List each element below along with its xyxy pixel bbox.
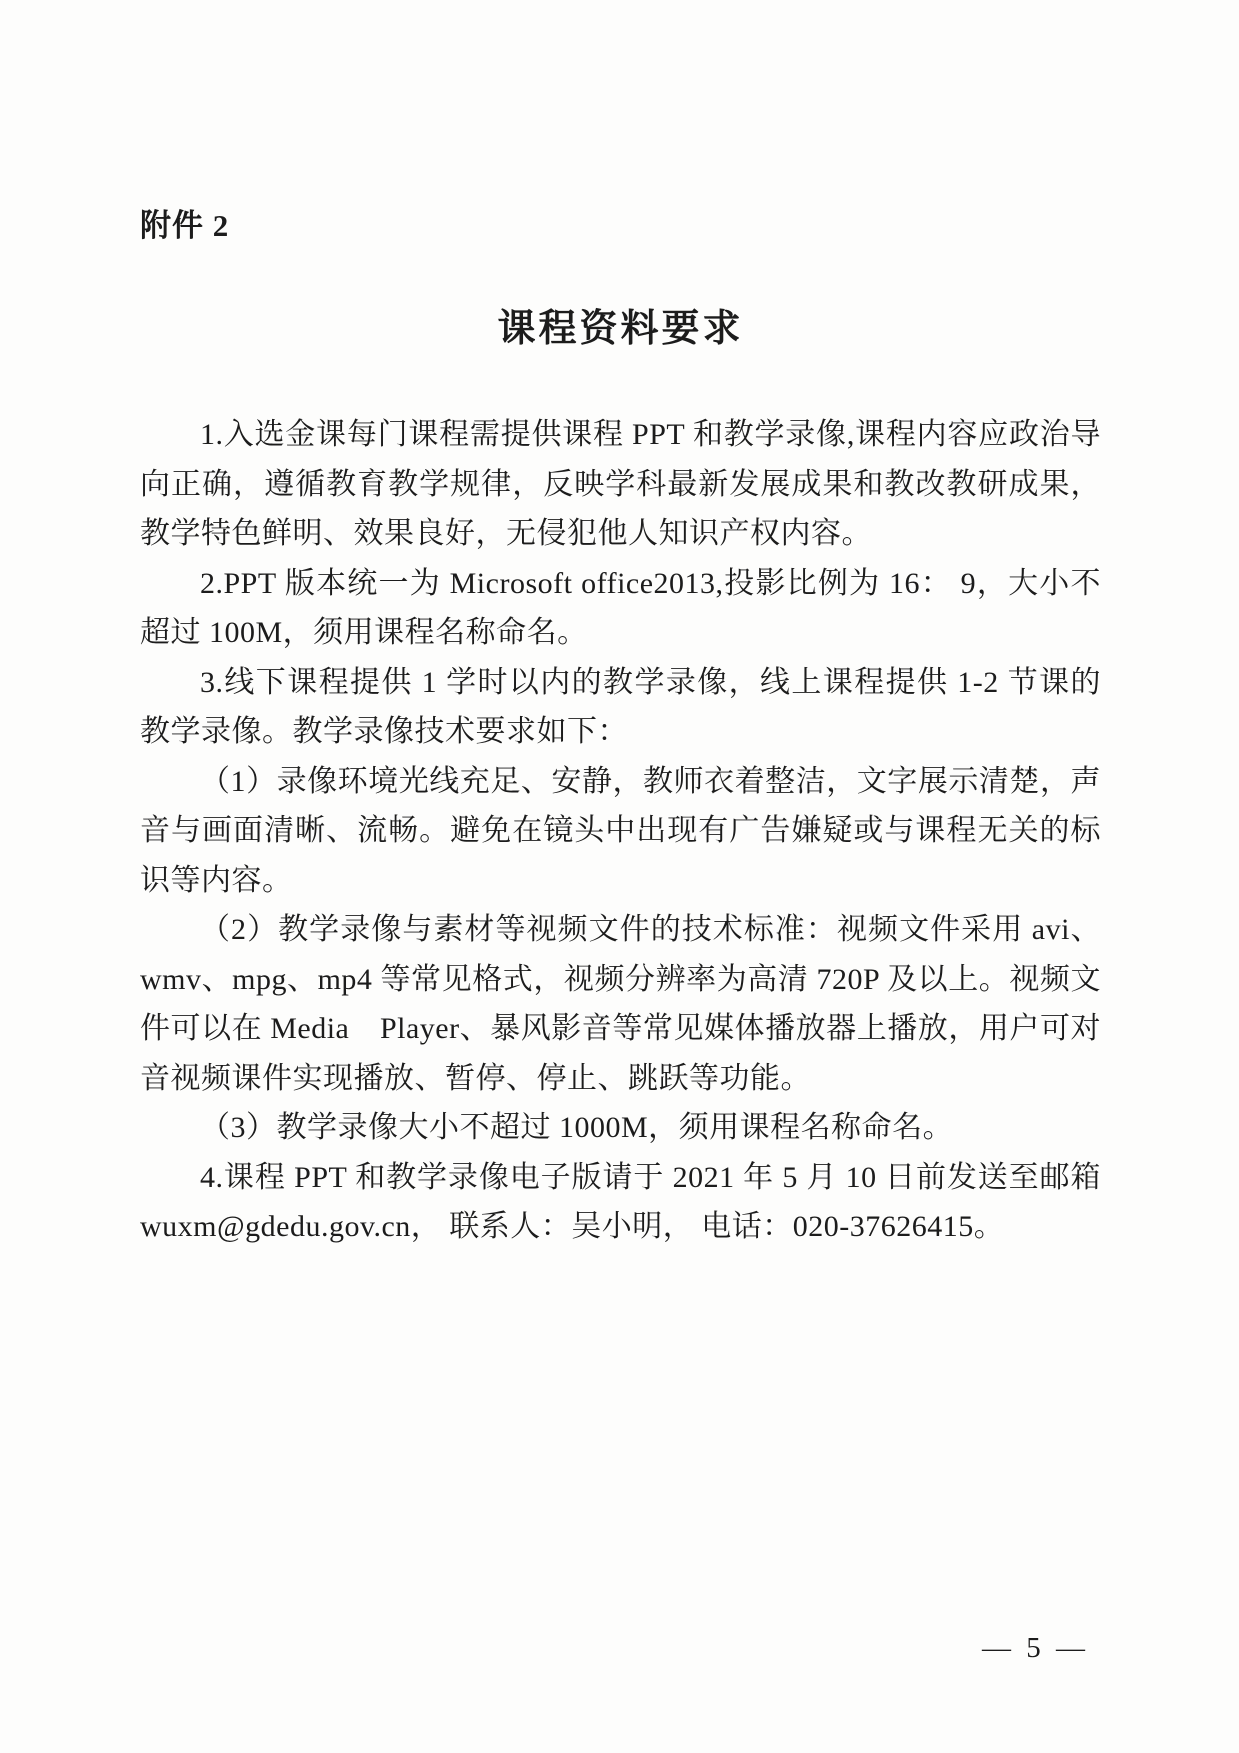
paragraph-7: 4.课程 PPT 和教学录像电子版请于 2021 年 5 月 10 日前发送至邮箱 wuxm@gdedu.gov.cn， 联系人：吴小明， 电话：020-37626415。 <box>140 1160 1101 1243</box>
paragraph-3: 3.线下课程提供 1 学时以内的教学录像，线上课程提供 1-2 节课的教学录像。教学录像技术要求如下： <box>140 665 1101 748</box>
paragraph-6: （3）教学录像大小不超过 1000M，须用课程名称命名。 <box>200 1111 954 1144</box>
document-body <box>140 410 1101 1252</box>
paragraph-1: 1.入选金课每门课程需提供课程 PPT 和教学录像,课程内容应政治导向正确，遵循教育教学规律，反映学科最新发展成果和教改教研成果，教学特色鲜明、效果良好，无侵犯他人知识产权内容。 <box>140 418 1101 550</box>
page-number: — 5 — <box>982 1632 1089 1664</box>
paragraph-4: （1）录像环境光线充足、安静，教师衣着整洁，文字展示清楚，声音与画面清晰、流畅。避免在镜头中出现有广告嫌疑或与课程无关的标识等内容。 <box>140 764 1101 897</box>
paragraph-2: 2.PPT 版本统一为 Microsoft office2013,投影比例为 16： 9，大小不超过 100M，须用课程名称命名。 <box>140 566 1101 649</box>
document-title: 课程资料要求 <box>497 308 744 350</box>
attachment-label: 附件 2 <box>140 208 230 243</box>
paragraph-5: （2）教学录像与素材等视频文件的技术标准：视频文件采用 avi、wmv、mpg、mp4 等常见格式，视频分辨率为高清 720P 及以上。视频文件可以在 Media Player、暴风影音等常见媒体播放器上播放，用户可对音视频课件实现播放、暂停、停止、跳跃等功能。 <box>140 913 1101 1095</box>
